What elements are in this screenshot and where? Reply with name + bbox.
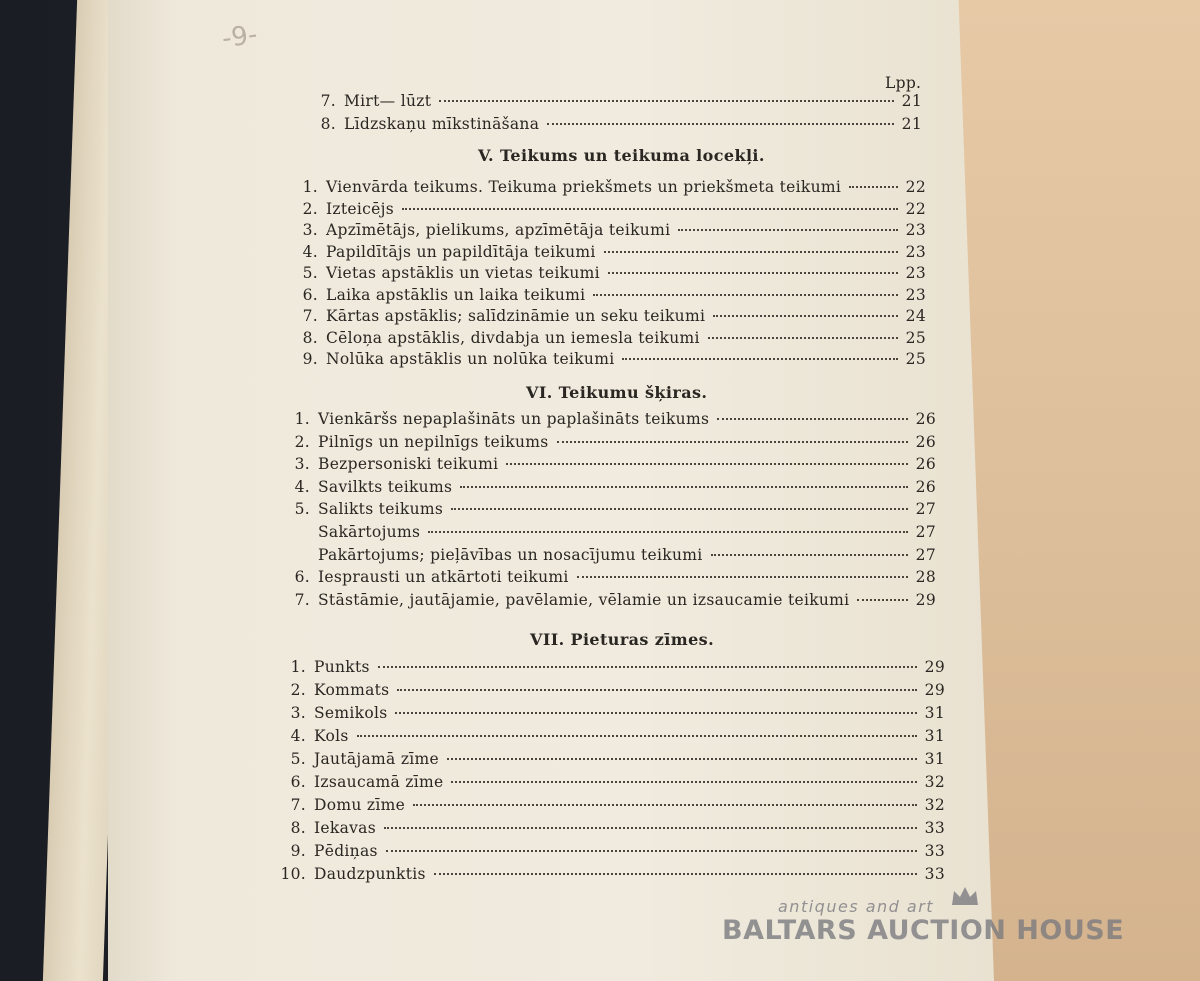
- toc-entry: [278, 819, 945, 839]
- toc-entry-page: 31: [924, 727, 945, 745]
- toc-entry-number: 5.: [302, 264, 318, 282]
- toc-entry-page: 23: [905, 264, 926, 282]
- toc-entry-page: 33: [924, 819, 945, 837]
- toc-entry-title: Izsaucamā zīme: [314, 773, 444, 791]
- toc-entry-title: Stāstāmie, jautājamie, pavēlamie, vēlamie un izsaucamie teikumi: [318, 590, 850, 609]
- toc-entry: [290, 243, 926, 263]
- toc-entry-number: 10.: [280, 865, 306, 883]
- toc-entry-number: 7.: [320, 92, 336, 110]
- toc-entry-page: 25: [905, 350, 926, 368]
- dot-leader: [547, 123, 893, 125]
- dot-leader: [849, 186, 898, 188]
- toc-entry-title: Vienvārda teikums. Teikuma priekšmets un priekšmeta teikumi: [326, 178, 842, 196]
- dot-leader: [717, 418, 907, 420]
- dot-leader: [460, 486, 907, 488]
- toc-entry-title: Jautājamā zīme: [314, 750, 440, 768]
- toc-entry-number: 2.: [294, 432, 310, 451]
- toc-entry-title: Sakārtojums: [318, 523, 421, 541]
- toc-entry-page: 32: [924, 773, 945, 791]
- toc-entry-page: 29: [924, 658, 945, 676]
- toc-entry-title: Semikols: [314, 704, 388, 722]
- page-column-header: Lpp.: [885, 74, 922, 92]
- toc-entry-page: 22: [905, 178, 926, 196]
- page-pencil-mark: -9-: [220, 19, 260, 55]
- dot-leader: [428, 531, 907, 533]
- toc-entry-page: 31: [924, 750, 945, 768]
- toc-entry-title: Kommats: [314, 681, 390, 699]
- toc-entry: [282, 455, 936, 475]
- toc-entry-title: Pēdiņas: [314, 842, 378, 860]
- toc-entry-title: Vienkāršs nepaplašināts un paplašināts teikums: [318, 410, 710, 428]
- toc-entry-title: Līdzskaņu mīkstināšana: [344, 115, 540, 133]
- toc-entry-page: 27: [915, 545, 936, 564]
- toc-entry-title: Izteicējs: [326, 199, 394, 218]
- toc-entry-page: 26: [915, 477, 936, 496]
- toc-entry-number: 2.: [290, 681, 306, 699]
- toc-entry-number: 5.: [294, 500, 310, 519]
- toc-entry-number: 8.: [302, 328, 318, 347]
- toc-entry: [282, 523, 936, 543]
- toc-entry: [278, 865, 945, 885]
- toc-entry-number: 7.: [294, 590, 310, 609]
- dot-leader: [713, 315, 897, 317]
- crown-icon: [950, 885, 980, 907]
- watermark-tagline: antiques and art: [778, 897, 935, 916]
- toc-entry-number: 1.: [302, 178, 318, 196]
- toc-entry-page: 24: [905, 307, 926, 325]
- dot-leader: [439, 100, 893, 102]
- toc-entry-page: 26: [915, 455, 936, 474]
- dot-leader: [622, 358, 897, 360]
- toc-entry-page: 23: [905, 221, 926, 239]
- dot-leader: [357, 735, 917, 737]
- toc-entry-title: Iekavas: [314, 819, 376, 837]
- toc-entry-title: Savilkts teikums: [318, 477, 453, 496]
- toc-entry-number: 3.: [302, 221, 318, 239]
- dot-leader: [451, 508, 908, 510]
- toc-entry-page: 31: [924, 704, 945, 722]
- toc-entry: [278, 750, 945, 770]
- toc-entry: [278, 796, 945, 816]
- toc-entry-title: Laika apstāklis un laika teikumi: [326, 285, 586, 304]
- toc-entry-page: 25: [905, 328, 926, 347]
- toc-entry-title: Papildītājs un papildītāja teikumi: [326, 242, 596, 261]
- toc-entry: [282, 546, 936, 566]
- toc-entry-page: 33: [924, 865, 945, 883]
- dot-leader: [711, 554, 908, 556]
- dot-leader: [608, 272, 898, 274]
- dot-leader: [604, 251, 898, 253]
- toc-entry: [278, 727, 945, 747]
- dot-leader: [434, 873, 917, 875]
- toc-entry-title: Pilnīgs un nepilnīgs teikums: [318, 432, 549, 451]
- dot-leader: [386, 850, 917, 852]
- toc-entry-title: Punkts: [314, 658, 370, 676]
- toc-entry: [290, 221, 926, 241]
- dot-leader: [857, 599, 907, 601]
- toc-entry-title: Cēloņa apstāklis, divdabja un iemesla teikumi: [326, 328, 700, 347]
- toc-entry-number: 6.: [302, 285, 318, 304]
- section-heading: V. Teikums un teikuma locekļi.: [478, 146, 765, 165]
- toc-entry: [282, 591, 936, 611]
- dot-leader: [593, 294, 897, 296]
- toc-entry: [290, 350, 926, 370]
- toc-entry-page: 29: [924, 681, 945, 699]
- toc-entry-number: 8.: [290, 819, 306, 837]
- toc-entry: [290, 307, 926, 327]
- toc-entry-title: Kols: [314, 727, 349, 745]
- toc-entry: [282, 500, 936, 520]
- dot-leader: [378, 666, 917, 668]
- toc-entry-title: Nolūka apstāklis un nolūka teikumi: [326, 350, 615, 368]
- toc-entry-number: 9.: [302, 350, 318, 368]
- toc-entry-title: Vietas apstāklis un vietas teikumi: [326, 264, 600, 282]
- dot-leader: [413, 804, 917, 806]
- toc-entry-page: 32: [924, 796, 945, 814]
- toc-entry: [290, 178, 926, 198]
- toc-entry-title: Iesprausti un atkārtoti teikumi: [318, 568, 569, 587]
- toc-entry: [278, 773, 945, 793]
- dot-leader: [506, 463, 907, 465]
- dot-leader: [678, 229, 897, 231]
- toc-entry-number: 1.: [294, 410, 310, 428]
- toc-entry-page: 27: [915, 523, 936, 541]
- toc-entry: [290, 329, 926, 349]
- toc-entry-number: 7.: [290, 796, 306, 814]
- toc-entry-number: 2.: [302, 199, 318, 218]
- toc-entry-page: 27: [915, 500, 936, 519]
- toc-entry-page: 21: [901, 115, 922, 133]
- dot-leader: [397, 689, 916, 691]
- toc-entry-page: 26: [915, 432, 936, 451]
- toc-entry-page: 29: [915, 590, 936, 609]
- toc-entry-page: 23: [905, 242, 926, 261]
- toc-entry: [308, 115, 922, 135]
- toc-entry-title: Salikts teikums: [318, 500, 444, 519]
- dot-leader: [402, 208, 898, 210]
- toc-entry-title: Bezpersoniski teikumi: [318, 455, 499, 474]
- toc-entry-number: 3.: [290, 704, 306, 722]
- toc-entry-page: 23: [905, 285, 926, 304]
- watermark-name: BALTARS AUCTION HOUSE: [722, 915, 1125, 946]
- toc-entry: [278, 704, 945, 724]
- toc-entry-number: 9.: [290, 842, 306, 860]
- toc-entry-page: 21: [901, 92, 922, 110]
- toc-entry-page: 28: [915, 568, 936, 587]
- toc-entry-number: 6.: [294, 568, 310, 587]
- toc-entry: [282, 478, 936, 498]
- toc-entry: [290, 200, 926, 220]
- dot-leader: [451, 781, 916, 783]
- dot-leader: [447, 758, 917, 760]
- toc-entry: [282, 433, 936, 453]
- toc-entry-number: 4.: [302, 242, 318, 261]
- toc-entry: [308, 92, 922, 112]
- toc-entry-title: Daudzpunktis: [314, 865, 426, 883]
- toc-entry: [290, 286, 926, 306]
- toc-entry-number: 1.: [290, 658, 306, 676]
- toc-entry-page: 22: [905, 199, 926, 218]
- toc-entry-number: 8.: [320, 115, 336, 133]
- toc-entry: [278, 681, 945, 701]
- section-heading: VII. Pieturas zīmes.: [530, 630, 715, 649]
- toc-entry: [290, 264, 926, 284]
- toc-entry-page: 26: [915, 410, 936, 428]
- toc-entry-title: Pakārtojums; pieļāvības un nosacījumu teikumi: [318, 545, 703, 564]
- toc-entry-number: 7.: [302, 307, 318, 325]
- toc-entry-title: Apzīmētājs, pielikums, apzīmētāja teikumi: [326, 221, 671, 239]
- toc-entry-page: 33: [924, 842, 945, 860]
- auction-watermark: [722, 895, 1125, 955]
- dot-leader: [384, 827, 917, 829]
- toc-entry-title: Mirt— lūzt: [344, 92, 432, 110]
- dot-leader: [557, 441, 908, 443]
- toc-entry-title: Domu zīme: [314, 796, 406, 814]
- toc-entry-number: 4.: [290, 727, 306, 745]
- toc-entry: [282, 410, 936, 430]
- toc-entry-number: 6.: [290, 773, 306, 791]
- toc-entry-number: 5.: [290, 750, 306, 768]
- dot-leader: [577, 576, 908, 578]
- toc-entry: [278, 658, 945, 678]
- toc-entry: [278, 842, 945, 862]
- dot-leader: [395, 712, 916, 714]
- toc-entry-title: Kārtas apstāklis; salīdzināmie un seku teikumi: [326, 307, 706, 325]
- toc-entry: [282, 568, 936, 588]
- toc-entry-number: 3.: [294, 455, 310, 474]
- toc-entry-number: 4.: [294, 477, 310, 496]
- dot-leader: [708, 337, 898, 339]
- section-heading: VI. Teikumu šķiras.: [526, 383, 708, 402]
